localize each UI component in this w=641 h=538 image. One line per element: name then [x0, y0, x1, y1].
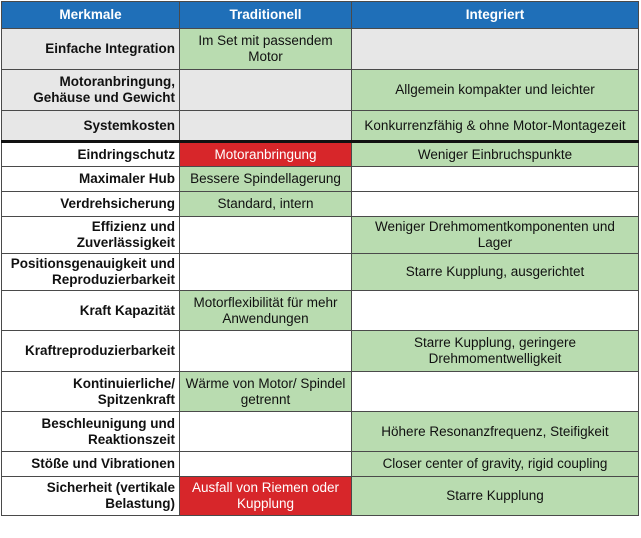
table-row [2, 291, 639, 331]
integriert-cell: Starre Kupplung, ausgerichtet [352, 254, 639, 291]
traditionell-cell [180, 412, 352, 452]
header-row [2, 2, 639, 29]
table-row [2, 70, 639, 111]
feature-cell: Systemkosten [2, 111, 180, 142]
table-row [2, 331, 639, 372]
feature-cell: Kraftreproduzierbarkeit [2, 331, 180, 372]
integriert-cell: Starre Kupplung [352, 477, 639, 516]
traditionell-cell: Motorflexibilität für mehr Anwendungen [180, 291, 352, 331]
table-row [2, 452, 639, 477]
traditionell-cell: Ausfall von Riemen oder Kupplung [180, 477, 352, 516]
feature-cell: Motoranbringung, Gehäuse und Gewicht [2, 70, 180, 111]
feature-cell: Maximaler Hub [2, 167, 180, 192]
table-row [2, 142, 639, 167]
comparison-table [1, 1, 639, 516]
header-merkmale: Merkmale [2, 2, 180, 29]
table-row [2, 372, 639, 412]
traditionell-cell: Wärme von Motor/ Spindel getrennt [180, 372, 352, 412]
integriert-cell [352, 372, 639, 412]
traditionell-cell: Standard, intern [180, 192, 352, 217]
feature-cell: Verdrehsicherung [2, 192, 180, 217]
feature-cell: Eindringschutz [2, 142, 180, 167]
feature-cell: Kontinuierliche/ Spitzenkraft [2, 372, 180, 412]
feature-cell: Sicherheit (vertikale Belastung) [2, 477, 180, 516]
integriert-cell: Starre Kupplung, geringere Drehmomentwelligkeit [352, 331, 639, 372]
integriert-cell: Konkurrenzfähig & ohne Motor-Montagezeit [352, 111, 639, 142]
table-row [2, 29, 639, 70]
integriert-cell: Allgemein kompakter und leichter [352, 70, 639, 111]
feature-cell: Beschleunigung und Reaktionszeit [2, 412, 180, 452]
integriert-cell [352, 29, 639, 70]
traditionell-cell [180, 254, 352, 291]
table-row [2, 254, 639, 291]
feature-cell: Einfache Integration [2, 29, 180, 70]
integriert-cell: Weniger Drehmomentkomponenten und Lager [352, 217, 639, 254]
traditionell-cell [180, 452, 352, 477]
integriert-cell [352, 167, 639, 192]
feature-cell: Stöße und Vibrationen [2, 452, 180, 477]
integriert-cell: Weniger Einbruchspunkte [352, 142, 639, 167]
integriert-cell [352, 291, 639, 331]
traditionell-cell: Motoranbringung [180, 142, 352, 167]
traditionell-cell: Im Set mit passendem Motor [180, 29, 352, 70]
feature-cell: Effizienz und Zuverlässigkeit [2, 217, 180, 254]
traditionell-cell [180, 217, 352, 254]
traditionell-cell: Bessere Spindellagerung [180, 167, 352, 192]
feature-cell: Kraft Kapazität [2, 291, 180, 331]
traditionell-cell [180, 331, 352, 372]
table-body [2, 29, 639, 516]
table-row [2, 477, 639, 516]
table-row [2, 217, 639, 254]
table-row [2, 412, 639, 452]
table-row [2, 192, 639, 217]
header-integriert: Integriert [352, 2, 639, 29]
integriert-cell: Höhere Resonanzfrequenz, Steifigkeit [352, 412, 639, 452]
table-row [2, 167, 639, 192]
table-row [2, 111, 639, 142]
feature-cell: Positionsgenauigkeit und Reproduzierbarkeit [2, 254, 180, 291]
integriert-cell: Closer center of gravity, rigid coupling [352, 452, 639, 477]
integriert-cell [352, 192, 639, 217]
header-traditionell: Traditionell [180, 2, 352, 29]
traditionell-cell [180, 111, 352, 142]
traditionell-cell [180, 70, 352, 111]
